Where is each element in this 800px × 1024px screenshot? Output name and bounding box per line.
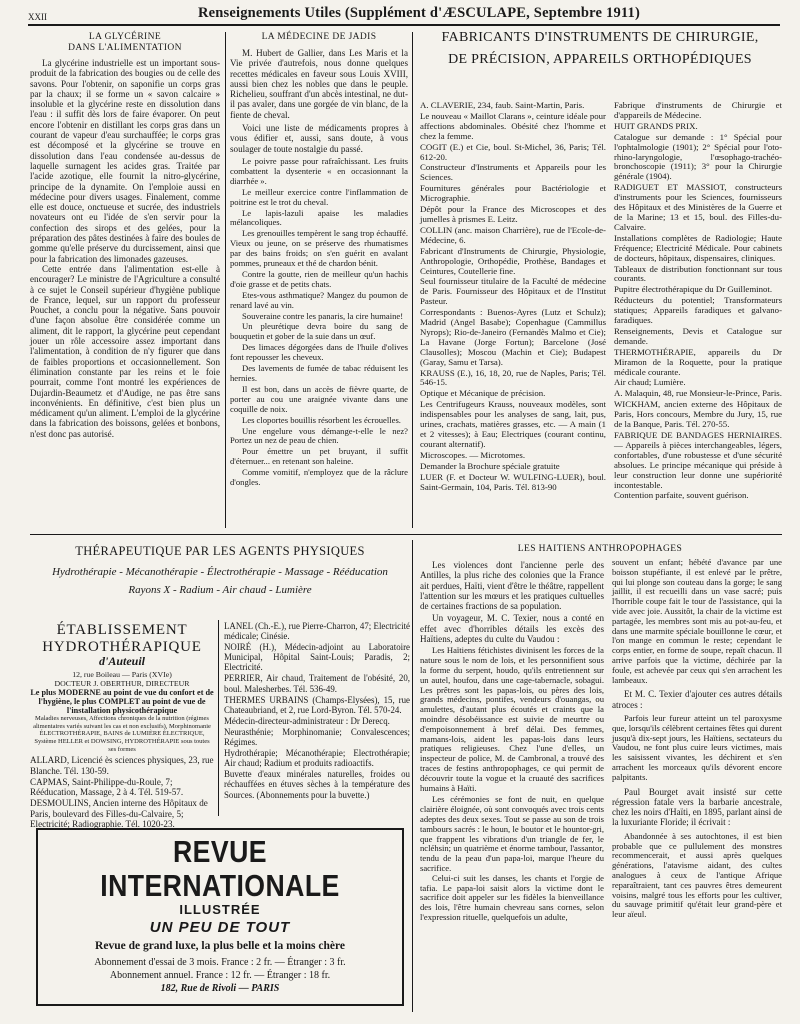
paragraph: souvent un enfant; hébété d'avance par une boisson stupéfiante, il est enlevé par le prêtre, qui lui plonge son couteau dans la gorge; le sang jaillit, il est recueilli dans un vase sacré; puis l'horrible coupe fait le tour de l'assistance, qui la vide avec joie. Aussitôt, la chair de la victime est partagée, les membres sont mis au pot-au-feu, et dans une marmite spéciale bouillonne le cœur, et l'on mange en commun le reste; cependant le corps entier, en forme de soupe, repaît chacun. Il arrive parfois que la victime, déchirée par la foule, est achevée par ceux qui s'en arrachent les lambeaux.: [612, 557, 782, 685]
fabricants-header: [418, 30, 782, 102]
fabricant-entry: Renseignements, Devis et Catalogue sur demande.: [614, 325, 782, 346]
page-number: XXII: [28, 12, 47, 22]
remedy-item: Le meilleur exercice contre l'inflammation de poitrine est le trot du cheval.: [230, 186, 408, 207]
section-subtitle: Hydrothérapie - Mécanothérapie - Électrothérapie - Massage - Rééducation: [52, 566, 388, 578]
paragraph: Paul Bourget avait insisté sur cette régression fatale vers la barbarie ancestrale, chez les noirs d'Haïti, en 1895, parlant ainsi de la luxuriante Floride; il écrivait :: [612, 786, 782, 828]
article-title: LA MÉDECINE DE JADIS: [261, 32, 377, 42]
revue-title: REVUE INTERNATIONALE: [100, 834, 340, 903]
revue-illustree: ILLUSTRÉE: [179, 902, 261, 917]
remedy-item: Souveraine contre les panaris, la cire humaine!: [242, 310, 404, 321]
article-title: LES HAITIENS ANTHROPOPHAGES: [517, 544, 683, 554]
practitioner-entry: Buvette d'eaux minérales naturelles, froides ou réchauffées en étuves sèches à la température des Sources. (Abonnements pour la buvette.): [224, 769, 410, 800]
etablissement-ad: [30, 622, 214, 830]
fabricant-entry: Contention parfaite, souvent guérison.: [614, 490, 749, 501]
fabricant-entry: Catalogue sur demande : 1° Spécial pour l'ophtalmologie (1901); 2° Spécial pour l'oto-rhino-laryngologie, l'œsophago-trachéo-bronchoscopie (1911); 3° pour la Chirurgie générale (1904).: [614, 131, 782, 182]
section-divider: [30, 534, 782, 535]
fabricant-entry: WICKHAM, ancien externe des Hôpitaux de Paris, Hors concours, Membre du Jury, 15, rue de la Banque, Paris. Tél. 270-55.: [614, 399, 782, 430]
fabricant-entry: Le nouveau « Maillot Clarans », ceinture idéale pour affections abdominales. Obésité chez l'homme et chez la femme.: [420, 110, 606, 141]
therapeutique-header: [30, 544, 410, 620]
etab-title: HYDROTHÉRAPIQUE: [42, 639, 202, 655]
practitioner-entry: Hydrothérapie; Mécanothérapie; Electrothérapie; Air chaud; Radium et produits radioactifs.: [224, 748, 410, 769]
fabricant-entry: COGIT (E.) et Cie, boul. St-Michel, 36, Paris; Tél. 612-20.: [420, 141, 606, 162]
fabricant-entry: Microscopes. — Microtomes.: [420, 449, 526, 460]
remedy-item: Des lavements de fumée de tabac réduisent les hernies.: [230, 363, 408, 383]
remedy-list: [230, 157, 408, 488]
paragraph: Abandonnée à ses autochtones, il est bien probable que ce pullulement des monstres recommencerait, et aussi après quelques générations, l'atavisme aidant, des cultes analogues à ceux de l'antique Afrique reparaîtraient, tant ces pauvres êtres demeurent voisins, malgré tous les efforts pour les cultiver, du sauvage primitif qu'était leur grand-père et leur aïeul.: [612, 830, 782, 920]
remedy-item: Le lapis-lazuli apaise les maladies mélancoliques.: [230, 207, 408, 228]
revue-ad: [36, 828, 404, 1006]
etab-title: ÉTABLISSEMENT: [56, 622, 188, 638]
fabricant-entry: Installations complètes de Radiologie; Haute Fréquence; Electricité Médicale. Pour cabinets de docteurs, hôpitaux, dispensaires, cliniques.: [614, 232, 782, 263]
etab-place: d'Auteuil: [98, 654, 145, 668]
section-subtitle: DE PRÉCISION, APPAREILS ORTHOPÉDIQUES: [448, 52, 752, 67]
column-rule: [412, 540, 413, 1012]
fabricant-entry: LUER (F. et Docteur W. WULFING-LUER), boul. Saint-Germain, 104, Paris. Tél. 813-90: [420, 471, 606, 492]
paragraph: M. Hubert de Gallier, dans Les Maris et la Vie privée d'autrefois, nous donne quelques recettes médicales en faveur sous Louis XVIII, aussi bien chez les nobles que dans le peuple. Richelieu, souffrant d'un abcès intestinal, ne dut-il pas avaler, dans une gorgée de vin blanc, de la fiente de cheval.: [230, 48, 408, 120]
etab-director: DOCTEUR J. OBERTHUR, DIRECTEUR: [54, 679, 190, 689]
column-rule: [225, 32, 226, 528]
article-haitiens-right: [612, 558, 782, 1012]
remedy-item: Pour émettre un pet bruyant, il suffit d'éternuer... en retenant son haleine.: [230, 446, 408, 467]
paragraph: Et M. C. Texier d'ajouter ces autres détails atroces :: [612, 689, 782, 710]
practitioner-entry: Neurasthénie; Morphinomanie; Convalescences; Régimes.: [224, 726, 410, 748]
paragraph: Cette entrée dans l'alimentation est-elle à encourager? Le ministre de l'Agriculture a consulté à ce sujet le Conseil supérieur d'hygiène publique de France, lequel, sur un rapport du professeur Pouchet, a conclu pour la négative. Sans pouvoir d'une façon absolue être considérée comme un aliment, dit le rapport, la glycérine peut cependant jouer un rôle accessoire assez important dans l'alimentation, à condition de n'y figurer que dans de faibles proportions et occasionnellement. Son élimination constante par les reins et le foie pourrait, comme l'ont montré les expériences de Dujardin-Beaumetz et d'Audige, ne pas être sans inconvénients. En définitive, c'est bien plus un médicament qu'un aliment. L'emploi de la glycérine dans la fabrication des boissons, gelées et bonbons, n'est donc pas autorisé.: [30, 263, 220, 439]
paragraph: Les violences dont l'ancienne perle des Antilles, la plus riche des colonies que la France ait perdues, Haïti, vient d'être le théâtre, rappellent l'attention sur les mœurs et les pratiques cultuelles de certaines fractions de sa population.: [420, 560, 604, 612]
fabricant-entry: Air chaud; Lumière.: [614, 377, 686, 388]
fabricant-entry: FABRIQUE DE BANDAGES HERNIAIRES. — Appareils à pièces interchangeables, légers, confortables, d'une robustesse et d'une sécurité absolues. Le principe mécanique qui préside à leur construction leur donne une supériorité incontestable.: [614, 430, 782, 490]
etab-electro: ÉLECTROTHÉRAPIE, BAINS de LUMIÈRE ÉLECTRIQUE, Système HELLER et DOWSING, HYDROTHÉRAPIE sous toutes ses formes: [34, 730, 210, 753]
practitioner-entry: LANEL (Ch.-E.), rue Pierre-Charron, 47; Electricité médicale; Cinésie.: [224, 621, 410, 642]
practitioner-entry: NOIRÉ (H.), Médecin-adjoint au Laboratoire Municipal, Hôpital Saint-Louis; Paradis, 2; Electricité.: [224, 642, 410, 673]
fabricant-entry: COLLIN (anc. maison Charrière), rue de l'Ecole-de-Médecine, 6.: [420, 224, 606, 245]
article-haitiens-left: [420, 544, 683, 1012]
fabricant-entry: Fabricant d'Instruments de Chirurgie, Physiologie, Anthropologie, Orthopédie, Prothèse, Bandages et Ceintures, Coutellerie fine.: [420, 245, 606, 276]
therapeutique-right-entries: [224, 620, 410, 816]
fabricant-entry: Pupitre électrothérapique du Dr Guilleminot.: [614, 284, 773, 295]
paragraph: Les Haïtiens fétichistes divinisent les forces de la nature sous le nom de lois, et les personnifient sous la forme du serpent, houdo, qu'ils entretiennent sur un autel, houfou, dans une cage-tabernacle, sobagui. Les prêtres sont les papas-lois, ou pères des lois, grands médecins, pontifes, vendeurs d'ouangas, ou amulettes, d'autant plus écoutés et craints que la moindre désobéissance est suivie de meurtre ou d'empoisonnement à bref délai. Des femmes, mamans-lois, aident les papas-lois dans leurs pratiques religieuses. Chez l'une d'elles, un inspecteur de police, M. de Cambronal, a trouvé des traces de festins anthropophages, ce qui permit de découvrir toute la vogue et la cruauté des sacrifices humains à Haïti.: [420, 645, 604, 793]
practitioner-entry: CAPMAS, Saint-Philippe-du-Roule, 7; Rééducation, Massage, 2 à 4. Tél. 519-57.: [30, 776, 184, 798]
fabricants-right: [614, 100, 782, 532]
fabricant-entry: Réducteurs du potentiel; Transformateurs statiques; Appareils faradiques et galvano-faradiques.: [614, 295, 782, 326]
article-subtitle: DANS L'ALIMENTATION: [68, 43, 182, 53]
article-glycerine: [30, 32, 220, 530]
page-title: Renseignements Utiles (Supplément d'ÆSCULAPE, Septembre 1911): [197, 5, 641, 21]
fabricant-entry: A. CLAVERIE, 234, faub. Saint-Martin, Paris.: [420, 100, 585, 110]
article-title: LA GLYCÉRINE: [88, 32, 162, 42]
fabricants-left: [420, 100, 606, 532]
paragraph: Voici une liste de médicaments propres à vous édifier et, aussi, sans doute, à vous soulager de toute nostalgie du passé.: [230, 123, 408, 154]
remedy-item: Un pleurétique devra boire du sang de bouquetin et gober de la suie dans un œuf.: [230, 321, 408, 342]
revue-tagline: Revue de grand luxe, la plus belle et la moins chère: [95, 940, 345, 952]
remedy-item: Etes-vous asthmatique? Mangez du poumon de renard lavé au vin.: [230, 289, 408, 310]
section-subtitle: Rayons X - Radium - Air chaud - Lumière: [128, 584, 312, 596]
fabricant-entry: HUIT GRANDS PRIX.: [614, 120, 698, 131]
remedy-item: Des limaces dégorgées dans de l'huile d'olives font repousser les cheveux.: [230, 342, 408, 363]
remedy-item: Le poivre passe pour rafraîchissant. Les fruits combattent la dysenterie « en occasionnant la diarrhée ».: [230, 155, 408, 186]
remedy-item: Il est bon, dans un accès de fièvre quarte, de porter au cou une araignée vivante dans une coquille de noix.: [230, 383, 408, 414]
paragraph: Un voyageur, M. C. Texier, nous a conté en effet avec d'horribles détails les excès des Haïtiens, adeptes du culte du Vaudou :: [420, 613, 604, 645]
revue-abonnement-essai: Abonnement d'essai de 3 mois. France : 2 fr. — Étranger : 3 fr.: [94, 957, 346, 968]
fabricant-entry: Tableaux de distribution fonctionnant sur tous courants.: [614, 263, 782, 284]
column-rule: [412, 32, 413, 528]
fabricant-entry: Fabrique d'instruments de Chirurgie et d'appareils de Médecine.: [614, 100, 782, 120]
remedy-item: Comme vomitif, n'employez que de la râclure d'ongles.: [230, 467, 408, 488]
fabricant-entry: Seul fournisseur titulaire de la Faculté de médecine de Paris. Fournisseur des Hôpitaux et de l'Institut Pasteur.: [420, 276, 606, 307]
section-title: FABRICANTS D'INSTRUMENTS DE CHIRURGIE,: [441, 30, 759, 45]
fabricant-entry: Optique et Mécanique de précision.: [420, 388, 546, 399]
fabricant-entry: Demander la Brochure spéciale gratuite: [420, 460, 560, 471]
fabricant-entry: Dépôt pour la France des Microscopes et des jumelles à prismes E. Leitz.: [420, 204, 606, 224]
fabricant-entry: Fournitures générales pour Bactériologie et Micrographie.: [420, 183, 606, 204]
revue-address: 182, Rue de Rivoli — PARIS: [160, 983, 280, 994]
practitioner-entry: Médecin-directeur-administrateur : Dr Derecq.: [224, 715, 390, 726]
practitioner-entry: THERMES URBAINS (Champs-Elysées), 15, rue Chateaubriand, et 2, rue Lord-Byron. Tél. 570-24.: [224, 694, 410, 715]
fabricant-entry: Correspondants : Buenos-Ayres (Lutz et Schulz); Madrid (Angel Basabe); Copenhague (Cammillus Nyrops); Rio-de-Janeiro (Fernandès Malmo et Cie); La Havane (Jorge Fortun); Barcelone (José Clausolles); Moscou (Machin et Cie); Budapest (Garay, Samu et Tarsa).: [420, 307, 606, 367]
fabricant-entry: RADIGUET ET MASSIOT, constructeurs d'instruments pour les Sciences, fournisseurs des Hôpitaux et des Ministères de la Guerre et de la Marine; 13 et 15, boul. des Filles-du-Calvaire.: [614, 182, 782, 232]
fabricant-entry: THERMOTHÉRAPIE, appareils du Dr Miramon de la Roquette, pour la pratique médicale courante.: [614, 346, 782, 377]
remedy-item: Contre la goutte, rien de meilleur qu'un hachis d'oie grasse et de petits chats.: [230, 268, 408, 289]
revue-abonnement-annuel: Abonnement annuel. France : 12 fr. — Étranger : 18 fr.: [109, 970, 331, 981]
practitioner-entry: DESMOULINS, Ancien interne des Hôpitaux de Paris, boulevard des Filles-du-Calvaire, 5; Electricité; Radiographie. Tél. 1020-23.: [30, 798, 208, 830]
fabricant-entry: KRAUSS (E.), 16, 18, 20, rue de Naples, Paris; Tél. 546-15.: [420, 367, 606, 388]
remedy-item: Une engelure vous démange-t-elle le nez? Portez un nez de peau de chien.: [230, 425, 408, 446]
etab-modern: Le plus MODERNE au point de vue du confort et de l'hygiène, le plus COMPLET au point de vue de l'installation physicothérapique: [30, 688, 214, 716]
fabricant-entry: A. Malaquin, 48, rue Monsieur-le-Prince, Paris.: [614, 388, 782, 399]
paragraph: Les cérémonies se font de nuit, en quelque clairière éloignée, où sont convoqués avec trois cents adeptes des deux sexes. Tout se passe au son de trois tambours sacrés : le houn, le boutor et le hountor-gri, que frappent les vibrations d'un triangle de fer, le ncléhsin; un quatrième et énorme tambour, l'assantor, tendu de la peau d'un papa-loi, marque l'heure du sacrifice.: [420, 794, 604, 873]
column-rule: [218, 620, 219, 816]
paragraph: Parfois leur fureur atteint un tel paroxysme que, lorsqu'ils célèbrent certaines fêtes qui durent jusqu'à dix-sept jours, les Haïtiens, sectateurs du Vaudou, ne font plus cuire leurs victimes, mais les saisissent vivantes, les déchirent et s'en arrachent les morceaux qu'ils dévorent encore palpitants.: [612, 712, 782, 782]
paragraph: Celui-ci suit les danses, les chants et l'orgie de tafia. Le papa-loi saisit alors la victime dont le sacrifice doit appeler sur les fidèles la bienveillance des lois, l'être humain chevreau sans cornes, selon l'expression rituelle, quelquefois un adulte,: [420, 872, 604, 922]
etab-maladies: Maladies nerveuses, Affections chroniques de la nutrition (régimes alimentaires variés suivant les cas et non exclusifs), Morphinomanie: [33, 715, 211, 730]
article-medecine: [230, 32, 408, 530]
practitioner-entry: PERRIER, Air chaud, Traitement de l'obésité, 20, boul. Malesherbes. Tél. 536-49.: [224, 673, 410, 694]
fabricant-entry: Les Centrifugeurs Krauss, nouveaux modèles, sont indispensables pour les analyses de sang, lait, pus, urines, crachats, matières grasses, etc. — A main (1 et 2 vitesses); à Eau; Electriques (courant continu, courant alternatif).: [420, 399, 606, 449]
fabricant-entry: Constructeur d'Instruments et Appareils pour les Sciences.: [420, 162, 606, 183]
section-title: THÉRAPEUTIQUE PAR LES AGENTS PHYSIQUES: [75, 544, 365, 558]
therapeutique-left-entries: [30, 755, 214, 829]
remedy-item: Les grenouilles tempèrent le sang trop échauffé. Vieux ou jeune, on se préserve des rhumatismes par des bains froids; on s'en guérit en avalant pommes, pruneaux et thé de chardon bénit.: [230, 228, 408, 269]
page-header: [28, 4, 780, 26]
revue-subtitle: UN PEU DE TOUT: [149, 919, 291, 936]
paragraph: La glycérine industrielle est un important sous-produit de la fabrication des bougies ou de celle des savons. Pour l'obtenir, on saponifie un corps gras par la chaux; il se forme un « savon calcaire » insoluble et la glycérine reste en dissolution dans l'eau : il suffit dès lors de faire évaporer. On peut encore l'obtenir en distillant les corps gras dans un courant de vapeur d'eau surchauffée; le corps gras est décomposé et la glycérine se trouve en dissolution dans l'eau condensée au-dessus de laquelle surnagent les acides gras. Traitée par l'acide azotique, elle fournit la nitro-glycérine, principe de la dynamite. On l'emploie aussi en médecine pour divers usages. Finalement, comme elle est douce, onctueuse et sucrée, des industriels novateurs ont eu l'idée de s'en servir pour la confection des sirops et des gelées, pour la préparation des pâtes destinées à faire des boules de gomme qu'elle préserve du durcissement, ainsi que pour la fabrication des limonades gazeuses.: [30, 58, 220, 264]
practitioner-entry: ALLARD, Licencié ès sciences physiques, 23, rue Blanche. Tél. 130-59.: [30, 755, 214, 776]
etab-address: 12, rue Boileau — Paris (XVIe): [72, 670, 172, 680]
remedy-item: Les cloportes bouillis résorbent les écrouelles.: [242, 414, 401, 425]
